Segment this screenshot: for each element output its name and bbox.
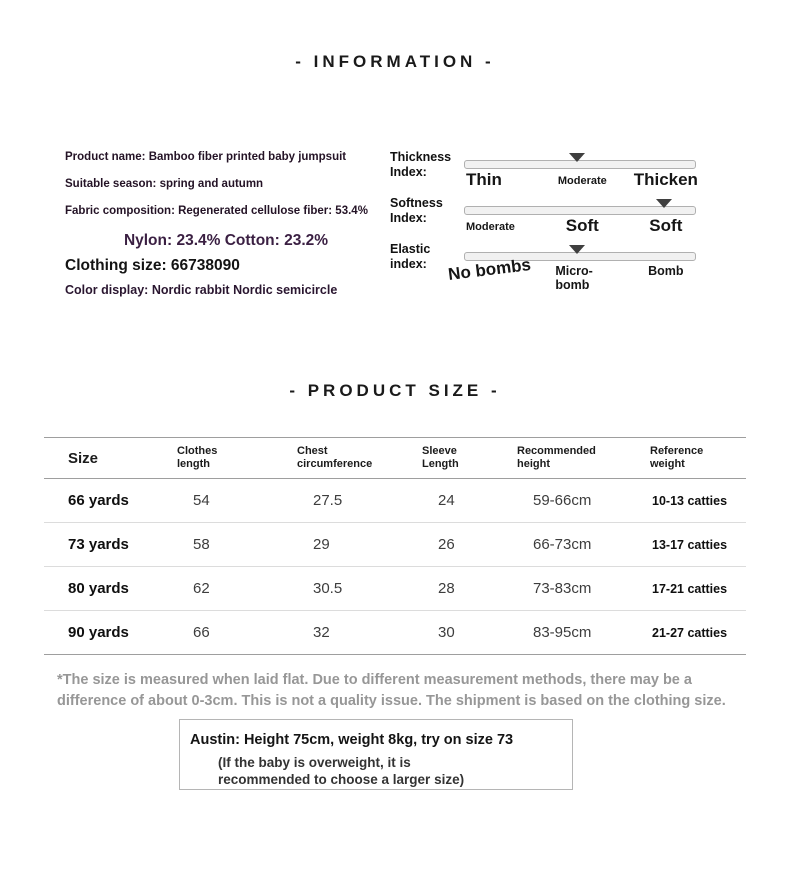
size-table-cell: 26 [438,536,455,553]
index-label: Softness Index: [390,196,443,225]
size-table-cell: 59-66cm [533,492,592,509]
index-option-label: Thin [466,170,502,189]
size-table-cell: 24 [438,492,455,509]
size-table-cell: 17-21 catties [652,581,728,596]
color-display-line: Color display: Nordic rabbit Nordic semicircle [65,283,338,297]
index-slider [464,148,696,194]
size-table-cell: 30.5 [313,580,343,597]
size-table-cell: 73 yards [68,536,129,553]
elastic-index-row [390,240,708,292]
size-table-col-header: Chest circumference [297,445,373,470]
index-option-label: Soft [565,216,599,235]
size-table-col-header: Sleeve Length [422,445,459,470]
suitable-season-line: Suitable season: spring and autumn [65,178,264,190]
size-table-cell: 66-73cm [533,536,592,553]
size-table-col-header: Recommended height [517,445,596,470]
index-option-label: No bombs [447,255,532,284]
index-option-label: Soft [649,216,683,235]
measurement-footnote [57,670,737,712]
index-label: Thickness Index: [390,150,452,179]
size-table-row [44,567,746,611]
index-label: Elastic index: [390,242,431,271]
slider-pointer-icon [656,199,672,208]
size-table-cell: 54 [193,492,210,509]
slider-pointer-icon [569,245,585,254]
size-table-header [44,438,746,479]
size-table-row [44,523,746,567]
fit-suggestion-box [179,719,573,790]
size-table-cell: 28 [438,580,455,597]
thickness-index-row [390,148,708,194]
footnote-line: difference of about 0-3cm. This is not a quality issue. The shipment is based on the clothing size. [57,693,726,709]
size-table-row [44,479,746,523]
size-table-col-header: Reference weight [650,445,704,470]
size-table-cell: 66 [193,624,210,641]
size-table-row [44,611,746,655]
size-table-cell: 80 yards [68,580,129,597]
size-table-cell: 10-13 catties [652,493,728,508]
index-option-label: Moderate [557,175,607,187]
footnote-line: *The size is measured when laid flat. Due to different measurement methods, there may be a [57,672,692,688]
size-table-cell: 90 yards [68,624,129,641]
index-list [390,148,708,298]
information-section-title: - INFORMATION - [295,52,495,71]
size-table-cell: 73-83cm [533,580,592,597]
size-table [44,437,746,655]
clothing-size-line: Clothing size: 66738090 [65,257,240,274]
index-option-label: Micro-bomb [555,264,593,292]
size-table-cell: 13-17 catties [652,537,728,552]
size-table-col-header: Size [68,449,99,467]
slider-pointer-icon [569,153,585,162]
size-table-cell: 21-27 catties [652,625,728,640]
index-option-label: Thicken [633,170,698,189]
size-table-body [44,479,746,655]
size-table-cell: 58 [193,536,210,553]
size-table-cell: 27.5 [313,492,343,509]
softness-index-row [390,194,708,240]
size-table-cell: 83-95cm [533,624,592,641]
fit-advice-line: (If the baby is overweight, it is recommended to choose a larger size) [218,755,465,787]
size-table-cell: 32 [313,624,330,641]
fabric-composition-line: Fabric composition: Regenerated cellulose fiber: 53.4% [65,205,368,217]
index-slider [447,240,696,292]
fit-model-line: Austin: Height 75cm, weight 8kg, try on size 73 [190,732,514,748]
index-slider [464,194,696,240]
product-name-line: Product name: Bamboo fiber printed baby jumpsuit [65,151,347,163]
size-table-cell: 30 [438,624,455,641]
product-size-section-title: - PRODUCT SIZE - [289,381,501,400]
size-table-cell: 62 [193,580,210,597]
index-option-label: Bomb [648,264,684,278]
composition-percent-line: Nylon: 23.4% Cotton: 23.2% [123,232,329,249]
product-info-block [65,150,387,298]
size-table-cell: 66 yards [68,492,129,509]
size-table-cell: 29 [313,536,330,553]
index-option-label: Moderate [466,221,515,233]
size-table-col-header: Clothes length [177,445,218,470]
